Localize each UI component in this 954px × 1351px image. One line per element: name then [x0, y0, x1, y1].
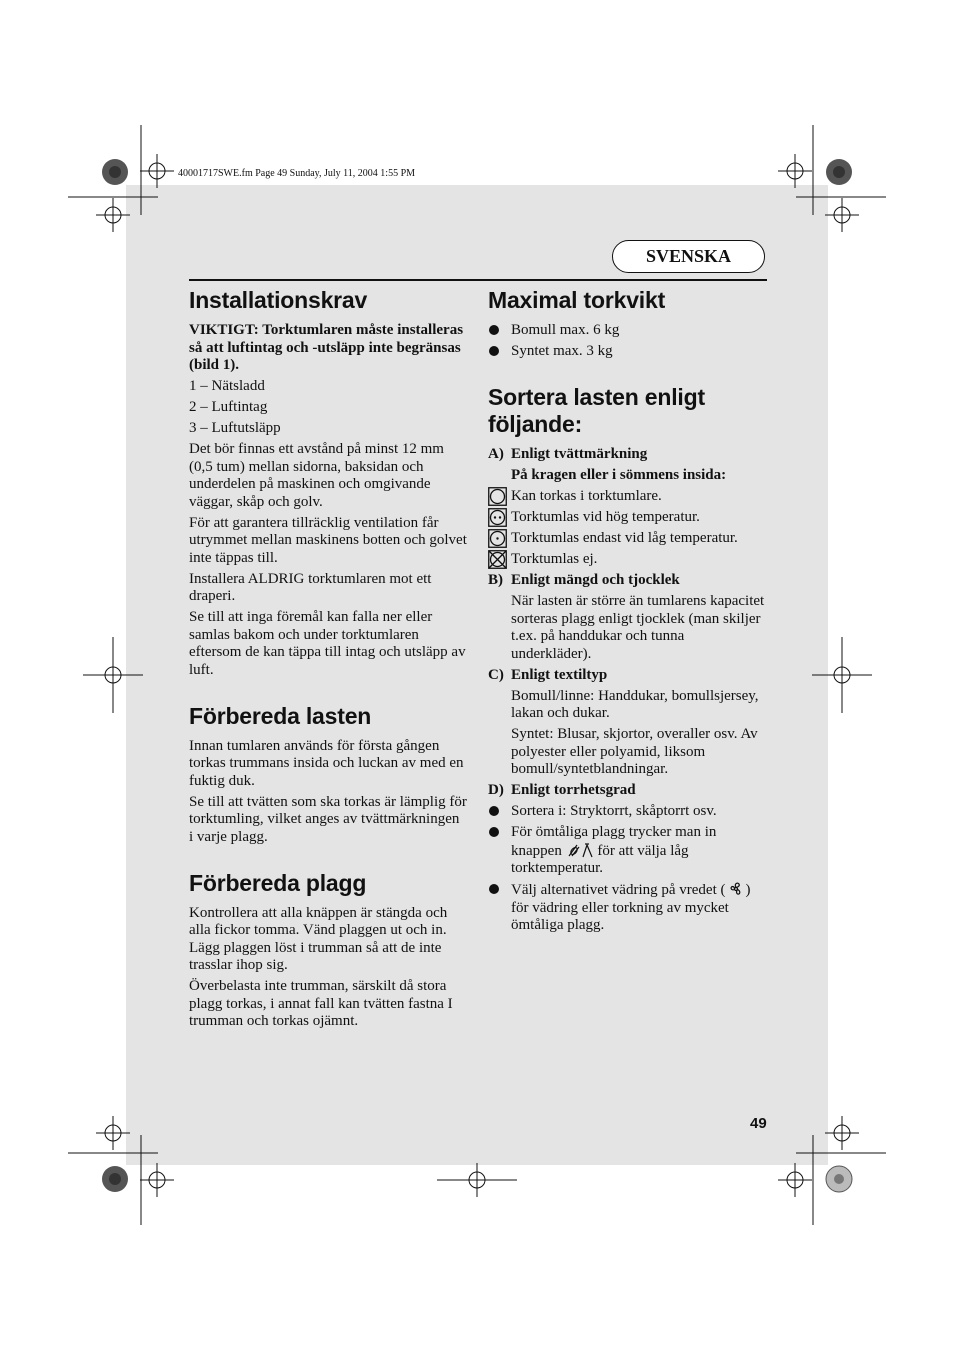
heading-max-weight: Maximal torkvikt	[488, 287, 666, 313]
right-column	[488, 287, 768, 938]
paragraph: För att garantera tillräcklig ventilation får utrymmet mellan maskinens botten och golvet inte täppas till.	[189, 514, 467, 566]
file-slug: 40001717SWE.fm Page 49 Sunday, July 11, 2004 1:55 PM	[178, 168, 416, 179]
bullet-icon	[489, 806, 499, 816]
section-c-text: Bomull/linne: Handdukar, bomullsjersey, lakan och dukar.	[511, 687, 759, 721]
list-item: 3 – Luftutsläpp	[189, 420, 281, 436]
section-d-title: D) Enligt torrhetsgrad	[488, 782, 636, 798]
important-note: VIKTIGT: Torktumlaren måste installeras så att luftintag och -utsläpp inte begränsas (bild 1).	[189, 322, 464, 373]
care-symbol-row: Torktumlas endast vid låg temperatur.	[488, 530, 768, 548]
tumble-dry-icon	[488, 487, 507, 506]
do-not-tumble-dry-icon	[488, 550, 507, 569]
heading-sort-load: Sortera lasten enligt följande:	[488, 384, 705, 437]
bullet-icon	[489, 346, 499, 356]
heading-installation: Installationskrav	[189, 287, 368, 313]
bullet-icon	[489, 827, 499, 837]
list-item: Välj alternativet vädring på vredet ( ) för vädring eller torkning av mycket ömtåliga plagg.	[488, 881, 768, 935]
care-symbol-row: Torktumlas vid hög temperatur.	[488, 509, 768, 527]
tumble-dry-low-icon	[488, 529, 507, 548]
paragraph: Installera ALDRIG torktumlaren mot ett draperi.	[189, 570, 432, 604]
care-symbol-row: Torktumlas ej.	[488, 551, 768, 569]
heading-prepare-garments: Förbereda plagg	[189, 869, 367, 896]
section-b-title: B) Enligt mängd och tjocklek	[488, 572, 680, 588]
section-a-subtitle: På kragen eller i sömmens insida:	[511, 467, 727, 483]
paragraph: Det bör finnas ett avstånd på minst 12 mm (0,5 tum) mellan sidorna, baksidan och underdelen på maskinen och omgivande väggar, skåp och golv.	[189, 441, 444, 510]
list-item: 1 – Nätsladd	[189, 378, 265, 394]
left-column	[189, 287, 467, 1034]
section-a-title: A) Enligt tvättmärkning	[488, 446, 648, 462]
airing-fan-icon	[726, 881, 746, 897]
delicate-button-icon	[566, 842, 594, 858]
language-badge: SVENSKA	[612, 240, 765, 273]
header-rule	[189, 279, 767, 281]
list-item: Syntet max. 3 kg	[488, 343, 768, 361]
paragraph: Se till att tvätten som ska torkas är lämplig för torktumling, vilket anges av tvättmärkningen i varje plagg.	[189, 793, 467, 845]
list-item: Bomull max. 6 kg	[488, 322, 768, 340]
bullet-icon	[489, 325, 499, 335]
paragraph: Överbelasta inte trumman, särskilt då stora plagg torkas, i annat fall kan tvätten fastna I trumman och torkas ojämnt.	[189, 978, 453, 1029]
paragraph: Kontrollera att alla knäppen är stängda och alla fickor tomma. Vänd plaggen ut och in. Lägg plaggen löst i trumman så att de inte trasslar ihop sig.	[189, 904, 448, 973]
list-item: 2 – Luftintag	[189, 399, 268, 415]
section-c-text: Syntet: Blusar, skjortor, overaller osv. Av polyester eller polyamid, liksom bomull/syntetblandningar.	[511, 726, 758, 777]
bullet-icon	[489, 884, 499, 894]
tumble-dry-high-icon	[488, 508, 507, 527]
page-number: 49	[750, 1115, 767, 1132]
list-item: Sortera i: Stryktorrt, skåptorrt osv.	[488, 803, 768, 821]
list-item: För ömtåliga plagg trycker man in knappen för att välja låg torktemperatur.	[488, 824, 768, 878]
paragraph: Se till att inga föremål kan falla ner eller samlas bakom och under torktumlaren eftersom de kan täppa till intag och utsläpp av luft.	[189, 609, 466, 678]
care-symbol-row: Kan torkas i torktumlare.	[488, 488, 768, 506]
paragraph: Innan tumlaren används för första gången torkas trummans insida och luckan av med en fuktig duk.	[189, 737, 464, 789]
section-c-title: C) Enligt textiltyp	[488, 666, 608, 683]
heading-prepare-load: Förbereda lasten	[189, 702, 372, 729]
section-b-text: När lasten är större än tumlarens kapacitet sorteras plagg enligt tjocklek (man skiljer t.ex. på handdukar och tunna underkläder).	[511, 593, 765, 662]
